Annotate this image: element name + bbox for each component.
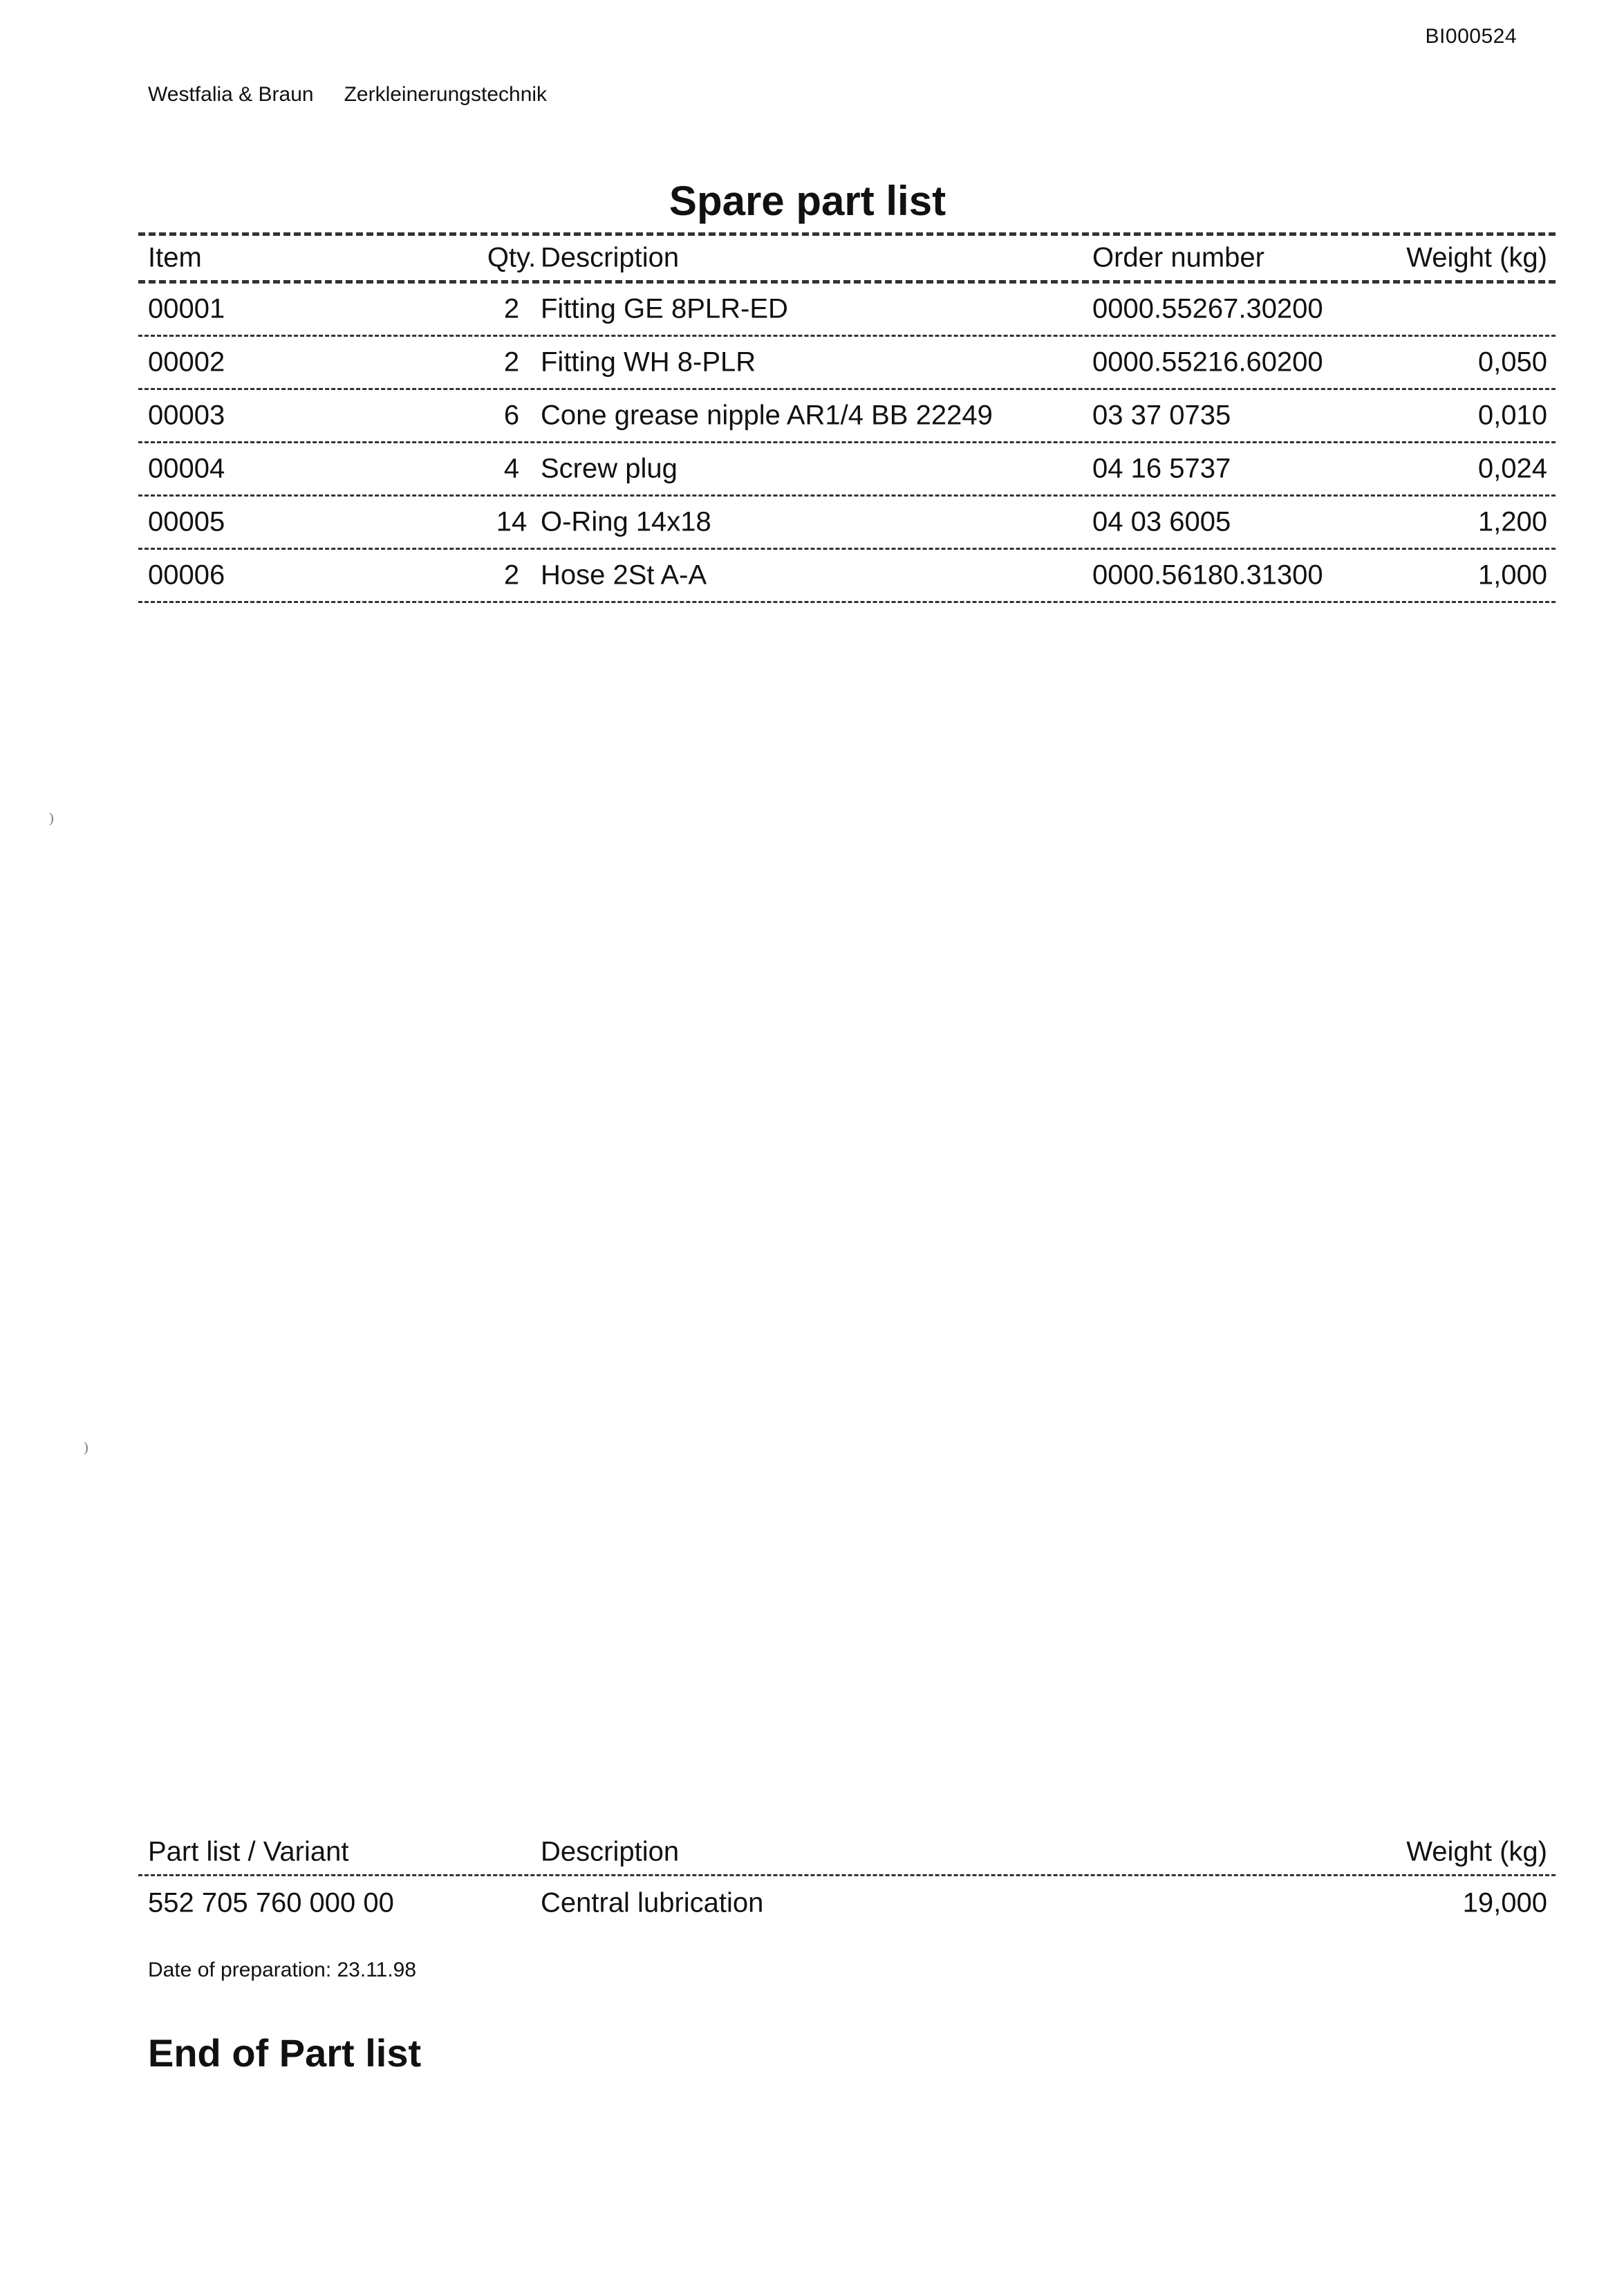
item-cell: 00005 (148, 506, 225, 537)
page-title: Spare part list (669, 178, 946, 224)
scan-artifact-mark: ⁾ (83, 1438, 89, 1467)
company-header (148, 83, 547, 107)
order-number-cell: 03 37 0735 (1092, 400, 1231, 431)
table-row (138, 443, 1556, 497)
qty-cell: 4 (503, 453, 520, 484)
table-row (138, 390, 1556, 443)
weight-cell: 0,010 (1477, 400, 1547, 431)
summary-header-description: Description (541, 1836, 680, 1867)
company-name: Westfalia & Braun (148, 83, 314, 106)
department-name: Zerkleinerungstechnik (344, 83, 548, 106)
document-id: BI000524 (1425, 25, 1517, 48)
description-cell: Fitting GE 8PLR-ED (541, 293, 788, 324)
table-row (138, 337, 1556, 390)
qty-cell: 14 (496, 506, 528, 537)
summary-header-weight: Weight (kg) (1406, 1836, 1547, 1867)
item-cell: 00003 (148, 400, 225, 431)
weight-cell: 0,050 (1477, 346, 1547, 378)
weight-cell: 1,000 (1477, 559, 1547, 591)
summary-header-part-list: Part list / Variant (148, 1836, 349, 1867)
description-cell: Fitting WH 8-PLR (541, 346, 756, 378)
description-cell: Screw plug (541, 453, 678, 484)
item-cell: 00001 (148, 293, 225, 324)
column-header-item: Item (148, 242, 202, 273)
end-of-part-list: End of Part list (148, 2031, 422, 2075)
table-row (138, 497, 1556, 550)
part-list-description: Central lubrication (541, 1887, 764, 1918)
part-list-summary (138, 1830, 1556, 1930)
order-number-cell: 0000.56180.31300 (1092, 559, 1323, 591)
column-header-order-number: Order number (1092, 242, 1264, 273)
description-cell: Cone grease nipple AR1/4 BB 22249 (541, 400, 993, 431)
order-number-cell: 0000.55267.30200 (1092, 293, 1323, 324)
item-cell: 00002 (148, 346, 225, 378)
spare-parts-table (138, 232, 1556, 603)
column-header-qty: Qty. (487, 242, 536, 273)
summary-row (138, 1876, 1556, 1930)
qty-cell: 2 (503, 346, 520, 378)
weight-cell: 1,200 (1477, 506, 1547, 537)
part-list-variant-number: 552 705 760 000 00 (148, 1887, 394, 1918)
order-number-cell: 0000.55216.60200 (1092, 346, 1323, 378)
table-row (138, 550, 1556, 603)
item-cell: 00006 (148, 559, 225, 591)
column-header-description: Description (541, 242, 680, 273)
description-cell: Hose 2St A-A (541, 559, 707, 591)
column-header-weight: Weight (kg) (1406, 242, 1547, 273)
table-row (138, 284, 1556, 337)
order-number-cell: 04 16 5737 (1092, 453, 1231, 484)
item-cell: 00004 (148, 453, 225, 484)
table-header-row (138, 232, 1556, 284)
qty-cell: 6 (503, 400, 520, 431)
weight-cell: 0,024 (1477, 453, 1547, 484)
qty-cell: 2 (503, 293, 520, 324)
qty-cell: 2 (503, 559, 520, 591)
summary-header-row (138, 1830, 1556, 1876)
scan-artifact-mark: ⁾ (48, 809, 55, 837)
date-of-preparation: Date of preparation: 23.11.98 (148, 1959, 417, 1981)
description-cell: O-Ring 14x18 (541, 506, 711, 537)
order-number-cell: 04 03 6005 (1092, 506, 1231, 537)
part-list-weight: 19,000 (1462, 1887, 1547, 1918)
